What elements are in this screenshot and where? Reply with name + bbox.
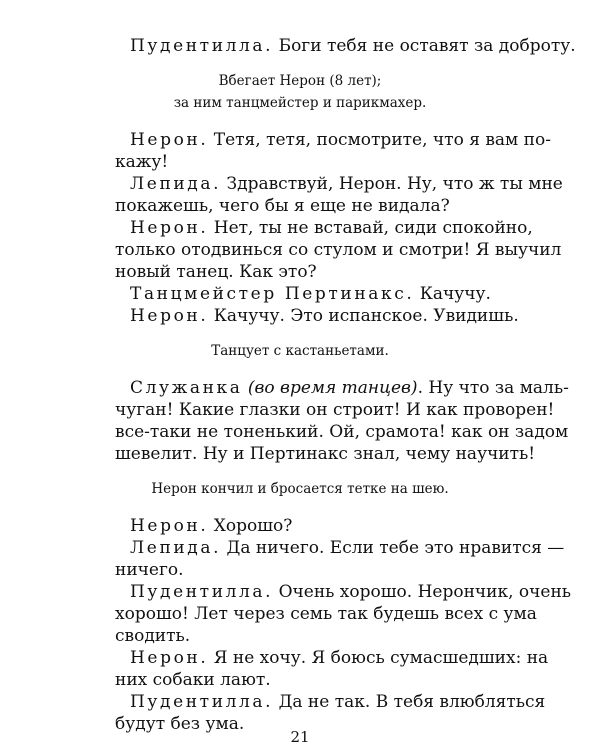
- speech-text: Качучу. Это испанское. Увидишь.: [208, 306, 519, 326]
- speech-text: Да не так. В тебя влюбляться: [273, 692, 546, 712]
- speaker-name: Танцмейстер Пертинакс.: [130, 284, 415, 304]
- speech-text: Нет, ты не вставай, сиди спокойно,: [208, 218, 533, 238]
- speech-continuation: шевелит. Ну и Пертинакс знал, чему научить!: [115, 444, 536, 464]
- speaker-name: Пудентилла.: [130, 692, 274, 712]
- speech-continuation: будут без ума.: [115, 714, 245, 734]
- stage-direction: Нерон кончил и бросается тетке на шею.: [151, 481, 449, 497]
- speaker-name: Лепида.: [130, 174, 222, 194]
- speech-continuation: покажешь, чего бы я еще не видала?: [115, 196, 450, 216]
- speech-continuation: кажу!: [115, 152, 169, 172]
- speech-continuation: ничего.: [115, 560, 184, 580]
- speech-line: [130, 35, 576, 57]
- speech-continuation: них собаки лают.: [115, 670, 271, 690]
- speaker-name: Пудентилла.: [130, 36, 274, 56]
- speech-line: [130, 283, 491, 305]
- speech-text: Очень хорошо. Нерончик, очень: [273, 582, 572, 602]
- speech-line: [130, 691, 546, 713]
- speech-line: [130, 515, 485, 537]
- speaker-name: Лепида.: [130, 538, 222, 558]
- stage-direction: Танцует с кастаньетами.: [211, 343, 389, 359]
- speaker-name: Нерон.: [130, 648, 209, 668]
- speaker-name: Нерон.: [130, 218, 209, 238]
- speaker-name: Пудентилла.: [130, 582, 274, 602]
- speech-line: [130, 647, 549, 669]
- speech-line: [130, 581, 572, 603]
- speech-text: Качучу.: [414, 284, 491, 304]
- speech-line: [130, 173, 563, 195]
- speech-line: [130, 537, 565, 559]
- speaker-name: Нерон.: [130, 516, 209, 536]
- speech-text: Я не хочу. Я боюсь сумасшедших: на: [208, 648, 549, 668]
- speech-text: Здравствуй, Нерон. Ну, что ж ты мне: [221, 174, 563, 194]
- speech-line: [130, 129, 551, 151]
- speaker-name: Нерон.: [130, 306, 209, 326]
- speech-text: Тетя, тетя, посмотрите, что я вам по-: [208, 130, 551, 150]
- speech-continuation: чуган! Какие глазки он строит! И как проворен!: [115, 400, 555, 420]
- stage-direction: за ним танцмейстер и парикмахер.: [173, 95, 427, 111]
- speech-line: [130, 377, 569, 399]
- speaker-name: Нерон.: [130, 130, 209, 150]
- speech-text: Хорошо?: [208, 516, 293, 536]
- speech-continuation: все-таки не тоненький. Ой, срамота! как он задом: [115, 422, 569, 442]
- speech-line: [130, 217, 533, 239]
- speech-continuation: сводить.: [115, 626, 191, 646]
- speaker-name: Служанка: [130, 378, 243, 398]
- speech-continuation: только отодвинься со стулом и смотри! Я выучил: [115, 240, 562, 260]
- speech-text: . Ну что за маль-: [417, 378, 569, 398]
- stage-remark: (во время танцев): [247, 378, 418, 398]
- speech-text: Да ничего. Если тебе это нравится —: [221, 538, 565, 558]
- speech-text: Боги тебя не оставят за доброту.: [273, 36, 576, 56]
- stage-direction: Вбегает Нерон (8 лет);: [218, 73, 382, 89]
- speech-line: [130, 305, 519, 327]
- speech-continuation: новый танец. Как это?: [115, 262, 317, 282]
- page-number: 21: [290, 728, 310, 746]
- speech-continuation: хорошо! Лет через семь так будешь всех с ума: [115, 604, 537, 624]
